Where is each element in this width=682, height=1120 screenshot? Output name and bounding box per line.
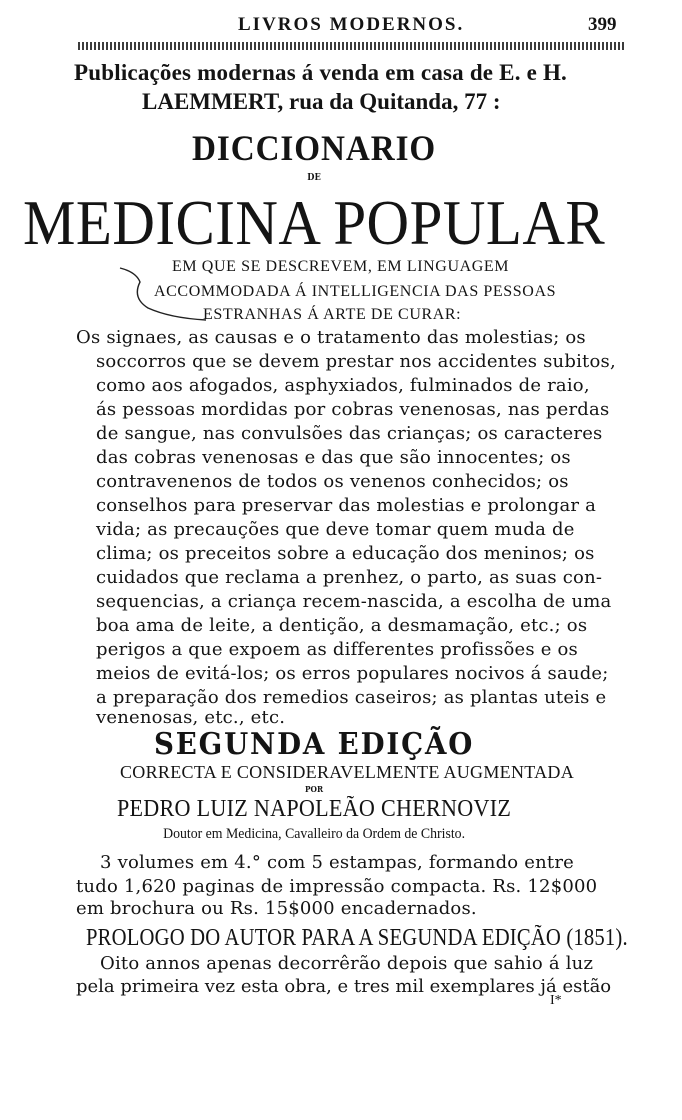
by-label: POR bbox=[305, 784, 324, 794]
description-line: vida; as precauções que deve tomar quem muda de bbox=[96, 519, 575, 540]
page-number: 399 bbox=[588, 14, 617, 35]
title-main: DICCIONARIO bbox=[192, 128, 437, 168]
description-line: contravenenos de todos os venenos conhecidos; os bbox=[96, 471, 569, 492]
ornamental-rule bbox=[78, 42, 624, 50]
description-line: perigos a que expoem as differentes profissões e os bbox=[96, 639, 578, 660]
prologue-line: Oito annos apenas decorrêrão depois que sahio á luz bbox=[100, 953, 594, 974]
description-line: venenosas, etc., etc. bbox=[96, 707, 286, 728]
subtitle-line-3: ESTRANHAS Á ARTE DE CURAR: bbox=[203, 306, 462, 323]
description-line: ás pessoas mordidas por cobras venenosas, nas perdas bbox=[96, 399, 610, 420]
description-line: Os signaes, as causas e o tratamento das molestias; os bbox=[76, 327, 586, 348]
author-credentials: Doutor em Medicina, Cavalleiro da Ordem de Christo. bbox=[163, 826, 466, 842]
author-name: PEDRO LUIZ NAPOLEÃO CHERNOVIZ bbox=[116, 796, 512, 822]
description-line: soccorros que se devem prestar nos accidentes subitos, bbox=[96, 351, 616, 372]
volumes-line: tudo 1,620 paginas de impressão compacta. Rs. 12$000 bbox=[76, 876, 598, 897]
volumes-line: em brochura ou Rs. 15$000 encadernados. bbox=[76, 898, 477, 919]
description-line: das cobras venenosas e das que são innocentes; os bbox=[96, 447, 571, 468]
subtitle-line-1: EM QUE SE DESCREVEM, EM LINGUAGEM bbox=[172, 258, 510, 275]
publisher-line-1: Publicações modernas á venda em casa de E. e H. bbox=[74, 60, 568, 85]
edition-label: SEGUNDA EDIÇÃO bbox=[153, 727, 475, 762]
description-line: a preparação dos remedios caseiros; as plantas uteis e bbox=[96, 687, 607, 708]
prologue-line: pela primeira vez esta obra, e tres mil exemplares já estão bbox=[76, 976, 612, 997]
running-title: LIVROS MODERNOS. bbox=[238, 14, 465, 35]
publisher-line-2: LAEMMERT, rua da Quitanda, 77 : bbox=[142, 89, 501, 114]
subtitle-line-2: ACCOMMODADA Á INTELLIGENCIA DAS PESSOAS bbox=[154, 283, 557, 300]
volumes-line: 3 volumes em 4.° com 5 estampas, formando entre bbox=[100, 852, 574, 873]
description-line: de sangue, nas convulsões das crianças; os caracteres bbox=[96, 423, 603, 444]
description-line: clima; os preceitos sobre a educação dos meninos; os bbox=[96, 543, 595, 564]
description-line: conselhos para preservar das molestias e prolongar a bbox=[96, 495, 597, 516]
signature-mark: I* bbox=[550, 993, 562, 1008]
description-line: boa ama de leite, a dentição, a desmamação, etc.; os bbox=[96, 615, 588, 636]
description-line: cuidados que reclama a prenhez, o parto, as suas con- bbox=[96, 567, 603, 588]
prologue-heading: PROLOGO DO AUTOR PARA A SEGUNDA EDIÇÃO (1851). bbox=[86, 925, 628, 951]
edition-note: CORRECTA E CONSIDERAVELMENTE AUGMENTADA bbox=[120, 762, 574, 782]
description-line: meios de evitá-los; os erros populares nocivos á saude; bbox=[96, 663, 609, 684]
title-connector: DE bbox=[307, 173, 321, 183]
description-line: como aos afogados, asphyxiados, fulminados de raio, bbox=[96, 375, 590, 396]
title-subject: MEDICINA POPULAR bbox=[22, 187, 606, 258]
description-line: sequencias, a criança recem-nascida, a escolha de uma bbox=[96, 591, 612, 612]
